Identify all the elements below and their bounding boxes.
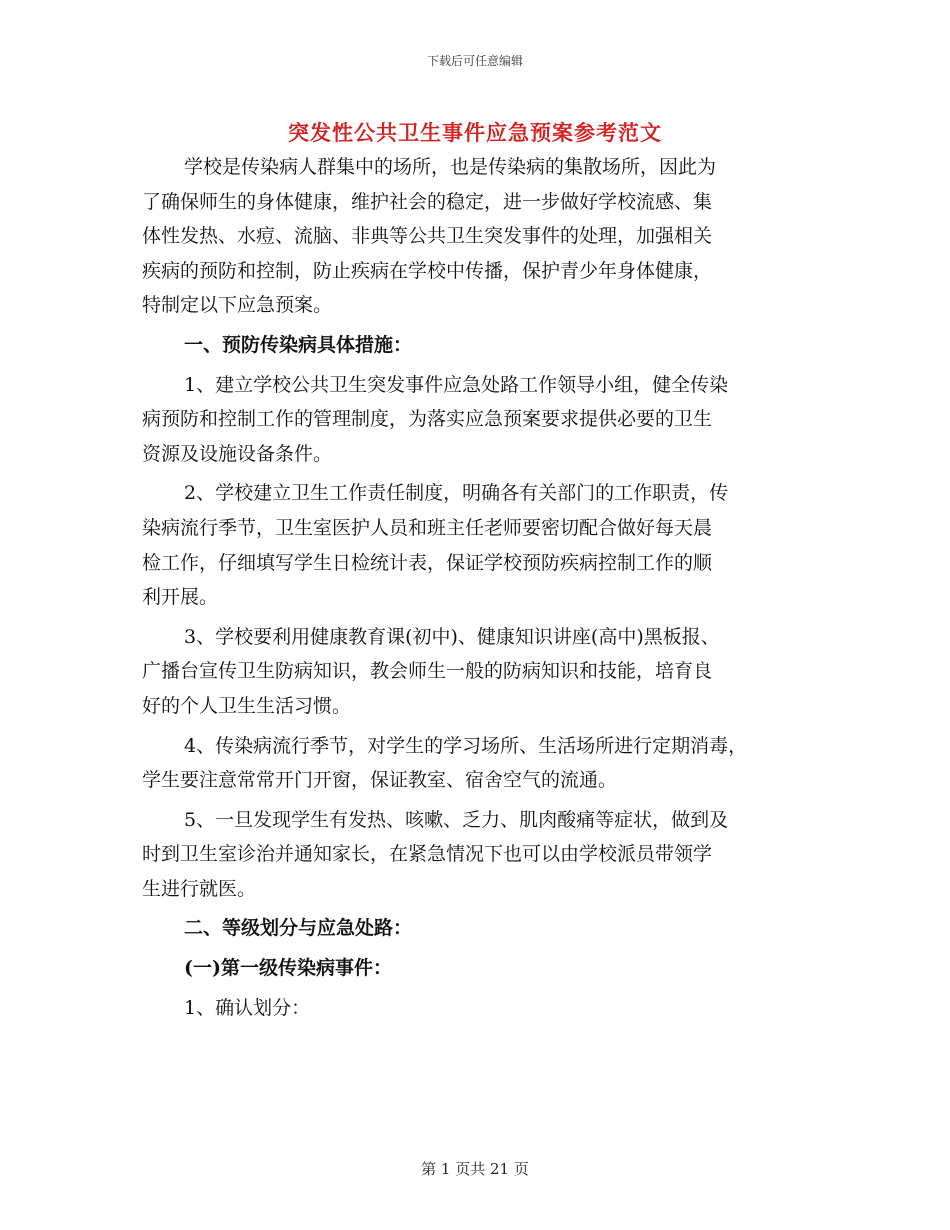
text-line: 好的个人卫生生活习惯。 [142, 694, 352, 717]
page-header: 下载后可任意编辑 [426, 54, 523, 68]
text-line: 时到卫生室诊治并通知家长，在紧急情况下也可以由学校派员带领学 [142, 843, 713, 866]
text-line: 1、建立学校公共卫生突发事件应急处路工作领导小组，健全传染 [184, 373, 729, 396]
measure-item-5 [142, 803, 832, 907]
measure-item-4 [142, 729, 832, 798]
text-line: 资源及设施设备条件。 [142, 442, 333, 465]
section-heading-2: 二、等级划分与应急处路： [184, 917, 413, 940]
text-line: 学校是传染病人群集中的场所，也是传染病的集散场所，因此为 [184, 156, 717, 178]
measure-item-2 [142, 476, 832, 614]
text-line: 学生要注意常常开门开窗，保证教室、宿舍空气的流通。 [142, 769, 618, 792]
text-line: 广播台宣传卫生防病知识，教会师生一般的防病知识和技能，培育良 [142, 660, 713, 683]
text-line: 了确保师生的身体健康，维护社会的稳定，进一步做好学校流感、集 [142, 190, 713, 213]
text-line: 检工作，仔细填写学生日检统计表，保证学校预防疾病控制工作的顺 [142, 551, 713, 574]
text-line: 病预防和控制工作的管理制度，为落实应急预案要求提供必要的卫生 [142, 408, 713, 431]
document-body [142, 150, 832, 1030]
text-line: 3、学校要利用健康教育课(初中)、健康知识讲座(高中)黑板报、 [184, 625, 720, 648]
text-line: 5、一旦发现学生有发热、咳嗽、乏力、肌肉酸痛等症状，做到及 [184, 808, 729, 831]
text-line: 4、传染病流行季节，对学生的学习场所、生活场所进行定期消毒， [184, 734, 748, 757]
text-line: 利开展。 [142, 586, 219, 609]
page-footer: 第 1 页共 21 页 [421, 1160, 529, 1178]
text-line: 2、学校建立卫生工作责任制度，明确各有关部门的工作职责，传 [184, 482, 729, 505]
section-heading-1: 一、预防传染病具体措施： [184, 333, 413, 356]
intro-paragraph [142, 150, 832, 323]
text-line: 染病流行季节，卫生室医护人员和班主任老师要密切配合做好每天晨 [142, 516, 713, 539]
measure-item-3 [142, 620, 832, 724]
subsection-heading-1: (一)第一级传染病事件： [184, 957, 392, 980]
measure-item-1 [142, 368, 832, 472]
text-line: 生进行就医。 [142, 877, 257, 900]
text-line: 特制定以下应急预案。 [142, 294, 333, 317]
document-title: 突发性公共卫生事件应急预案参考范文 [288, 120, 662, 145]
text-line: 疾病的预防和控制，防止疾病在学校中传播，保护青少年身体健康， [142, 259, 713, 282]
text-line: 体性发热、水痘、流脑、非典等公共卫生突发事件的处理，加强相关 [142, 225, 713, 248]
subitem-1 [142, 991, 832, 1026]
text-line: 1、确认划分： [184, 996, 311, 1019]
